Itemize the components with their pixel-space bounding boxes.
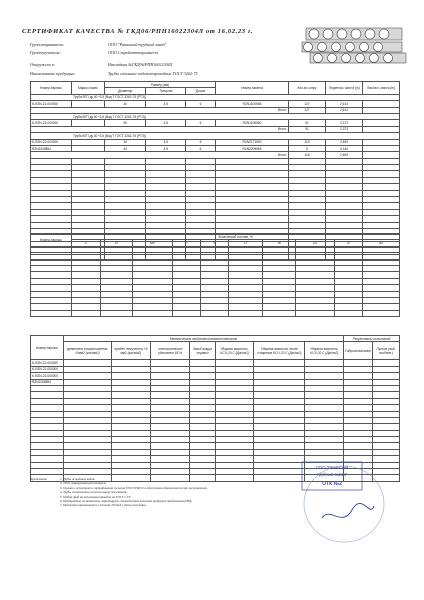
chemical-table: [30, 233, 400, 317]
product-line: [30, 71, 198, 76]
col-party: Номер партии: [31, 82, 72, 95]
empty-cell: [100, 310, 132, 316]
col-length: Длина: [186, 88, 216, 94]
note-item: 7. Претензии принимаются в течение 30 дней с даты получения.: [60, 503, 147, 508]
table-cell: 91: [289, 120, 326, 126]
certificate-title: СЕРТИФИКАТ КАЧЕСТВА № ГКД06/РПН16022304Л от 16.02.23 г.: [22, 28, 254, 35]
invoice-line: [30, 62, 172, 67]
empty-cell: [334, 310, 363, 316]
chem-col-composition: Химический состав, %: [72, 234, 400, 240]
table-cell: 6: [186, 139, 216, 145]
chem-element-header: As: [363, 240, 400, 246]
note-item: 6. Предприятие-изготовитель гарантирует соответствие качества продукции требованиям НТД.: [60, 499, 193, 504]
sum-label: Итого:: [31, 107, 289, 113]
mech-group-header: Механические свойства основного металла: [64, 336, 344, 342]
empty-cell: [172, 310, 200, 316]
mech-col-kcu-aged: Ударная вязкость после старения KCU-20 С (Дж/см2): [254, 342, 305, 360]
table-cell: RZN2209569: [216, 145, 289, 151]
note-item: 5. Отбор проб на испытания проведен по ГОСТ и ТУ.: [60, 494, 132, 499]
note-item: 4. Трубы изготовлены согласно заказу покупателя.: [60, 490, 128, 495]
group-title: Труба ВГП ду 50 *3,5 (Вод Т ГОСТ 3262-75 (РТЗ)): [31, 113, 400, 119]
shipper-line: [30, 42, 166, 47]
table-cell: 6: [186, 101, 216, 107]
sum-label: Итого:: [31, 126, 289, 132]
empty-cell: [296, 310, 334, 316]
product-label: Наименование продукции:: [30, 71, 76, 76]
consignee-label: Грузополучатель:: [30, 50, 61, 55]
mech-col-kcu: Ударная вязкость, KCU-20 С (Дж/см2): [215, 342, 254, 360]
table-cell: K-RZN-22-000000: [31, 101, 72, 107]
table-cell: 2,373: [326, 120, 363, 126]
sum-cell: 2,614: [326, 107, 363, 113]
col-package: Номер пакета: [216, 82, 289, 95]
mech-party-cell: RZN1008854: [31, 379, 64, 385]
otk-stamp: [282, 448, 390, 548]
note-item: 3. Оценка и испытание и сертификация согласно ГОСТ Р ИСО к обеспечению безопасности при эксплуатации.: [60, 485, 208, 490]
table-cell: 3,5: [146, 101, 186, 107]
table-cell: 40: [105, 101, 146, 107]
table-cell: 40: [105, 145, 146, 151]
signature-icon: [322, 503, 374, 518]
sum-cell: 2,373: [326, 126, 363, 132]
table-cell: 5: [289, 145, 326, 151]
sheet-label: Отгружено в:: [30, 62, 56, 67]
chem-element-header: Si: [100, 240, 132, 246]
table-cell: 3,5: [146, 139, 186, 145]
col-fact-mass: Фактич. масса (т): [363, 82, 400, 95]
notes-label: Примечания:: [30, 477, 48, 481]
consignee-value: ООО Стройоптторгинвест: [108, 50, 158, 55]
mech-party-cell: K-RZN-22-000000: [31, 373, 64, 379]
table-cell: 113: [289, 139, 326, 145]
chem-element-header: Cu: [296, 240, 334, 246]
col-size: Размер (мм): [105, 82, 216, 88]
mech-col-tensile: временное сопротивление, Н/мм2 (кгс/мм2): [64, 342, 112, 360]
chem-element-header: N: [334, 240, 363, 246]
shipper-value: ООО "Рязанский трубный завод": [108, 42, 167, 47]
mech-col-bend: Загиб вокруг оправки: [190, 342, 215, 360]
chem-element-header: Cr: [228, 240, 263, 246]
table-cell: RZN1100566: [216, 101, 289, 107]
mech-col-other: Прочие (вид, особенн.): [373, 342, 400, 360]
table-cell: RZN1106580: [216, 120, 289, 126]
mech-party-cell: K-RZN-22-000000: [31, 360, 64, 366]
table-cell: 50: [105, 120, 146, 126]
col-theor-mass: Теоретич. масса (т): [326, 82, 363, 95]
chem-element-header: S: [200, 240, 228, 246]
group-title: Труба ВГП ду 40 *3,5 (Вод Т ГОСТ 3262-75 (РТЗ)): [31, 94, 400, 100]
table-cell: 127: [289, 101, 326, 107]
sum-cell: 127: [289, 107, 326, 113]
empty-cell: [263, 310, 296, 316]
note-item: 2. 100% неразрушающий контроль.: [60, 481, 107, 486]
table-cell: K-RZN-22-000000: [31, 120, 72, 126]
sum-cell: 118: [289, 152, 326, 158]
stamp-line2: трубный завод": [316, 472, 348, 477]
stamp-line3: ОТК №2: [322, 481, 342, 487]
mech-col-kcv: Ударная вязкость, KCV-20 С (Дж/см2): [305, 342, 344, 360]
table-cell: 3,5: [146, 120, 186, 126]
empty-cell: [132, 310, 172, 316]
empty-cell: [31, 310, 72, 316]
table-cell: K-RZN-22-000000: [31, 139, 72, 145]
chem-element-header: C: [72, 240, 101, 246]
table-cell: 40: [105, 139, 146, 145]
col-steel: Марка стали: [72, 82, 105, 95]
table-cell: 6: [186, 145, 216, 151]
table-cell: 0,140: [326, 145, 363, 151]
table-cell: RZN2171563: [216, 139, 289, 145]
empty-cell: [200, 310, 228, 316]
table-cell: 3,5: [146, 145, 186, 151]
empty-cell: [228, 310, 263, 316]
note-item: 1. Трубы испытаны водой.: [60, 477, 96, 481]
chem-element-header: Mn: [132, 240, 172, 246]
pipes-illustration: [300, 22, 410, 66]
consignee-line: [30, 50, 158, 55]
table-cell: 2,469: [326, 139, 363, 145]
group-title: Труба ВГП ду 40 *3,5 (Вод Т ГОСТ 3262-75 (РТЗ)): [31, 133, 400, 139]
product-value: Трубы стальные водогазопроводные ГОСТ 3262-75: [108, 71, 198, 76]
empty-row: [31, 310, 400, 316]
table-cell: 6: [186, 120, 216, 126]
chem-element-header: Ni: [263, 240, 296, 246]
table-cell: 2,614: [326, 101, 363, 107]
col-thickness: Толщина: [146, 88, 186, 94]
chem-col-party: Номер партии: [31, 234, 72, 247]
mech-party-cell: K-RZN-22-000000: [31, 366, 64, 372]
shipper-label: Грузоотправитель:: [30, 42, 65, 47]
empty-cell: [363, 310, 400, 316]
sum-cell: 91: [289, 126, 326, 132]
col-qty: Кол-во штук: [289, 82, 326, 95]
empty-cell: [72, 310, 101, 316]
invoice-label: Накладная №: [108, 62, 132, 67]
stamp-line1: ООО "Рязанский: [315, 465, 349, 470]
mech-col-hydro: Гидроиспытание: [344, 342, 373, 360]
table-cell: RZN1008854: [31, 145, 72, 151]
sum-label: Итого:: [31, 152, 289, 158]
sum-cell: 2,609: [326, 152, 363, 158]
mech-col-yield: предел текучести, Н/мм2 (кгс/мм2): [112, 342, 151, 360]
mech-right-header: Результаты испытаний: [344, 336, 400, 342]
col-diameter: Диаметр: [105, 88, 146, 94]
mech-col-party: Номер партии: [31, 336, 64, 360]
invoice-value: ГКД06/РПН16022304Л: [132, 62, 173, 67]
chem-element-header: P: [172, 240, 200, 246]
mech-col-elong: относительное удлинение δ5 %: [150, 342, 190, 360]
